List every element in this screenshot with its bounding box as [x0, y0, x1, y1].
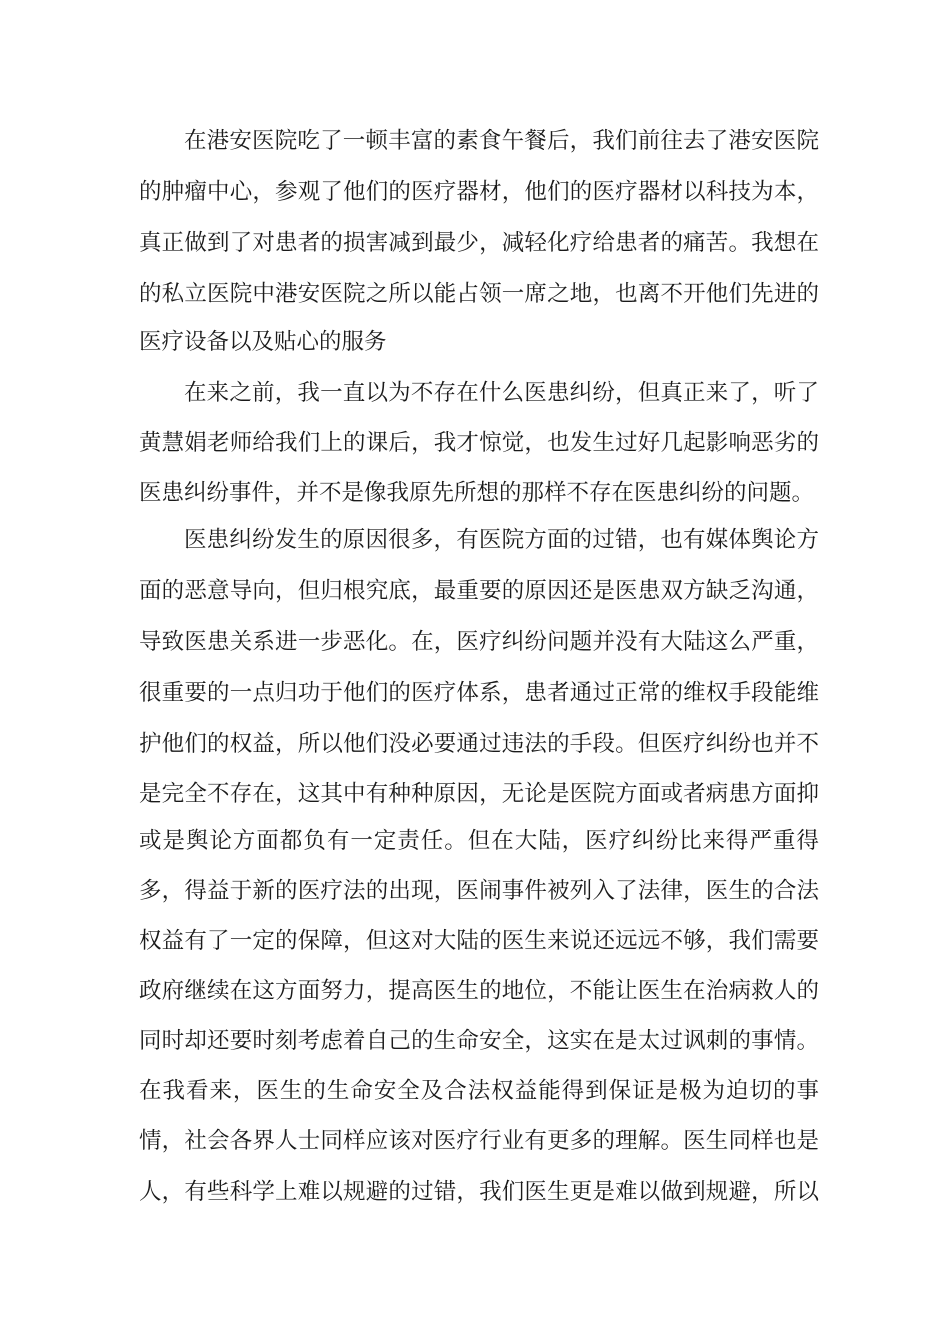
text-line: 的私立医院中港安医院之所以能占领一席之地，也离不开他们先进的 [139, 281, 819, 307]
text-line: 医疗设备以及贴心的服务 [139, 329, 387, 355]
text-line: 情，社会各界人士同样应该对医疗行业有更多的理解。医生同样也是 [139, 1128, 819, 1154]
text-line: 的肿瘤中心，参观了他们的医疗器材，他们的医疗器材以科技为本， [139, 179, 819, 205]
text-line: 面的恶意导向，但归根究底，最重要的原因还是医患双方缺乏沟通， [139, 578, 819, 604]
text-line: 医患纠纷事件，并不是像我原先所想的那样不存在医患纠纷的问题。 [139, 480, 815, 506]
text-line: 权益有了一定的保障，但这对大陆的医生来说还远远不够，我们需要 [139, 928, 819, 954]
text-line: 同时却还要时刻考虑着自己的生命安全，这实在是太过讽刺的事情。 [139, 1028, 819, 1054]
text-line: 人，有些科学上难以规避的过错，我们医生更是难以做到规避，所以 [139, 1179, 819, 1205]
text-line: 很重要的一点归功于他们的医疗体系，患者通过正常的维权手段能维 [139, 680, 819, 706]
text-line: 护他们的权益，所以他们没必要通过违法的手段。但医疗纠纷也并不 [139, 731, 819, 757]
text-line: 医患纠纷发生的原因很多，有医院方面的过错，也有媒体舆论方 [184, 527, 819, 553]
text-line: 在港安医院吃了一顿丰富的素食午餐后，我们前往去了港安医院 [184, 128, 819, 154]
text-line: 在来之前，我一直以为不存在什么医患纠纷，但真正来了，听了 [184, 380, 819, 406]
text-line: 黄慧娟老师给我们上的课后，我才惊觉，也发生过好几起影响恶劣的 [139, 430, 819, 456]
text-line: 是完全不存在，这其中有种种原因，无论是医院方面或者病患方面抑 [139, 781, 819, 807]
text-line: 导致医患关系进一步恶化。在，医疗纠纷问题并没有大陆这么严重， [139, 629, 819, 655]
text-line: 或是舆论方面都负有一定责任。但在大陆，医疗纠纷比来得严重得 [139, 828, 819, 854]
text-line: 在我看来，医生的生命安全及合法权益能得到保证是极为迫切的事 [139, 1078, 819, 1104]
text-line: 政府继续在这方面努力，提高医生的地位，不能让医生在治病救人的 [139, 978, 819, 1004]
text-line: 真正做到了对患者的损害减到最少，减轻化疗给患者的痛苦。我想在 [139, 230, 819, 256]
text-line: 多，得益于新的医疗法的出现，医闹事件被列入了法律，医生的合法 [139, 878, 819, 904]
